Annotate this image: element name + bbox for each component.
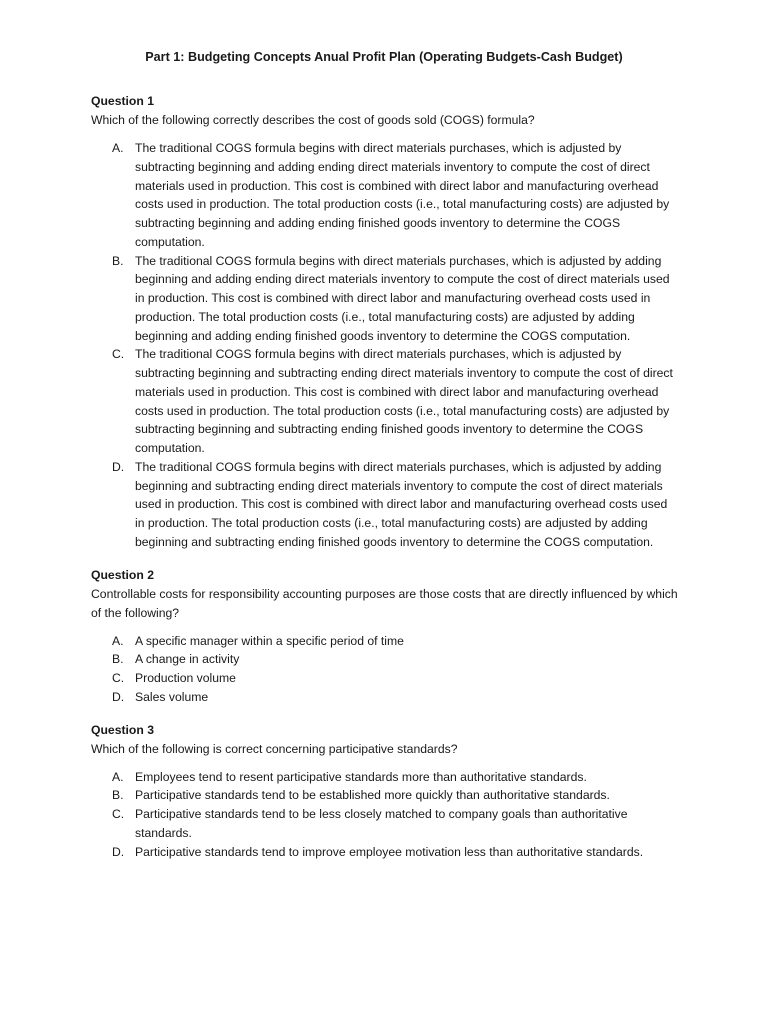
option-text: The traditional COGS formula begins with direct materials purchases, which is adjusted by subtracting beginning and adding ending direct materials inventory to compute the cost of direct materials used in production. This cost is combined with direct labor and manufacturing overhead costs used in production. The total production costs (i.e., total manufacturing costs) are adjusted by subtracting beginning and adding ending finished goods inventory to determine the COGS computation. xyxy=(135,141,670,249)
answer-options xyxy=(91,768,681,862)
option-letter: D. xyxy=(112,844,125,859)
document-title: Part 1: Budgeting Concepts Anual Profit Plan (Operating Budgets-Cash Budget) xyxy=(145,50,623,64)
option-letter: B. xyxy=(112,652,124,667)
question-2 xyxy=(91,566,681,707)
option-letter: D. xyxy=(112,459,125,474)
question-text: Which of the following correctly describes the cost of goods sold (COGS) formula? xyxy=(91,113,535,127)
question-heading: Question 3 xyxy=(91,722,154,737)
option-text: A specific manager within a specific period of time xyxy=(135,633,404,648)
answer-option-d xyxy=(91,458,673,552)
question-3 xyxy=(91,721,681,862)
option-text: The traditional COGS formula begins with direct materials purchases, which is adjusted by adding beginning and subtracting ending direct materials inventory to compute the cost of direct materials used in production. This cost is combined with direct labor and manufacturing overhead costs used in production. The total production costs (i.e., total manufacturing costs) are adjusted by adding beginning and subtracting ending finished goods inventory to determine the COGS computation. xyxy=(135,459,668,549)
option-letter: D. xyxy=(112,689,125,704)
question-text: Which of the following is correct concerning participative standards? xyxy=(91,741,458,756)
answer-options xyxy=(91,632,681,707)
answer-option-b xyxy=(91,786,673,805)
question-heading: Question 1 xyxy=(91,94,154,108)
option-letter: C. xyxy=(112,347,125,362)
answer-option-d xyxy=(91,843,673,862)
answer-option-c xyxy=(91,345,673,458)
option-letter: B. xyxy=(112,788,124,803)
answer-option-d xyxy=(91,688,681,707)
option-text: The traditional COGS formula begins with direct materials purchases, which is adjusted by adding beginning and adding ending direct materials inventory to compute the cost of direct materials used in production. This cost is combined with direct labor and manufacturing overhead costs used in production. The total production costs (i.e., total manufacturing costs) are adjusted by adding beginning and adding ending finished goods inventory to determine the COGS computation. xyxy=(135,253,670,343)
option-text: The traditional COGS formula begins with direct materials purchases, which is adjusted by subtracting beginning and subtracting ending direct materials inventory to compute the cost of direct materials used in production. This cost is combined with direct labor and manufacturing overhead costs used in production. The total production costs (i.e., total manufacturing costs) are adjusted by subtracting beginning and subtracting ending finished goods inventory to determine the COGS computation. xyxy=(135,347,673,455)
option-text: Sales volume xyxy=(135,689,209,704)
option-letter: A. xyxy=(112,141,124,155)
option-text: A change in activity xyxy=(135,652,240,667)
answer-options xyxy=(91,139,681,552)
option-text: Production volume xyxy=(135,671,236,685)
answer-option-c xyxy=(91,669,681,688)
answer-option-b xyxy=(91,252,673,346)
answer-option-a xyxy=(91,632,681,651)
question-text: Controllable costs for responsibility accounting purposes are those costs that are directly influenced by which of the following? xyxy=(91,586,678,620)
option-text: Employees tend to resent participative standards more than authoritative standards. xyxy=(135,769,587,784)
answer-option-a xyxy=(91,768,673,787)
option-text: Participative standards tend to be less closely matched to company goals than authoritative standards. xyxy=(135,807,628,840)
option-letter: C. xyxy=(112,671,125,685)
option-letter: A. xyxy=(112,633,124,648)
option-letter: C. xyxy=(112,807,125,821)
option-text: Participative standards tend to improve employee motivation less than authoritative standards. xyxy=(135,844,644,859)
question-1 xyxy=(91,92,681,552)
option-letter: A. xyxy=(112,769,124,784)
option-text: Participative standards tend to be established more quickly than authoritative standards. xyxy=(135,788,610,803)
option-letter: B. xyxy=(112,253,124,268)
question-heading: Question 2 xyxy=(91,567,154,582)
answer-option-a xyxy=(91,139,673,252)
document-content xyxy=(91,92,681,875)
answer-option-b xyxy=(91,650,681,669)
answer-option-c xyxy=(91,805,673,843)
